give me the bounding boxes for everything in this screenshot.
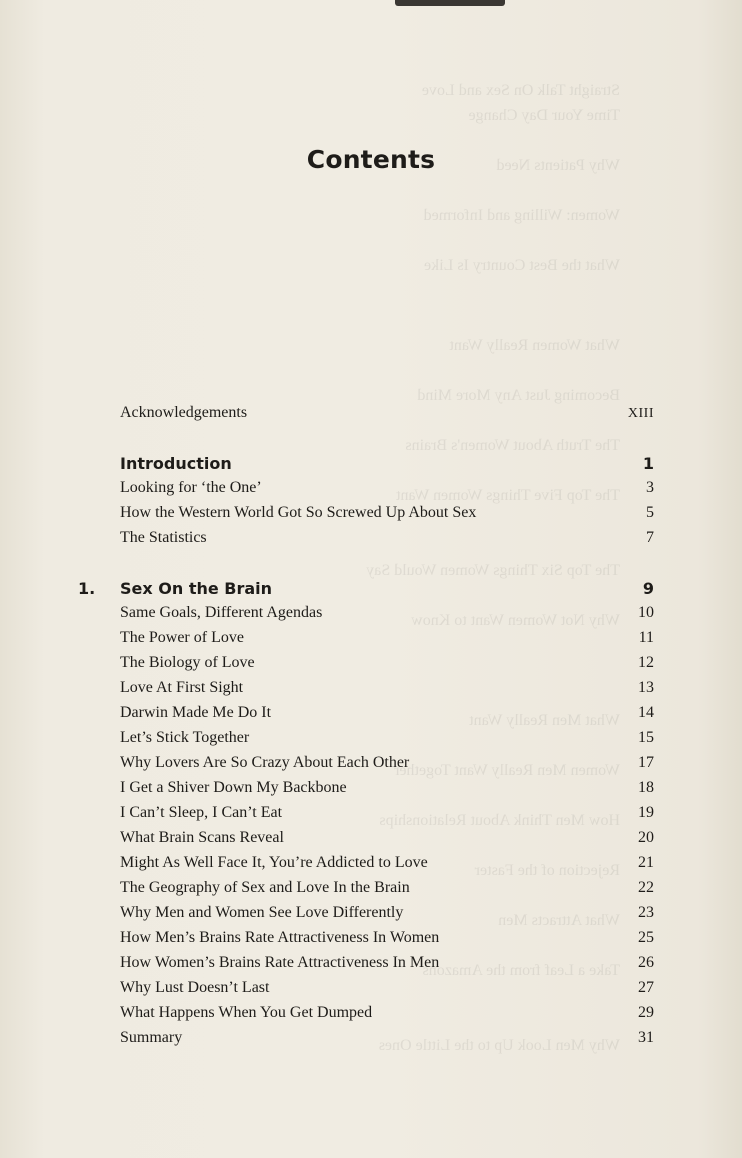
toc-chapter-1 [120, 579, 654, 604]
toc-entry-page: 15 [638, 729, 654, 746]
toc-entry-label: Why Lovers Are So Crazy About Each Other [120, 754, 410, 771]
toc-entry [120, 504, 654, 529]
page-title: Contents [306, 145, 436, 174]
toc-entry-page: 9 [642, 579, 654, 598]
toc-entry-page: 13 [638, 679, 654, 696]
toc-entry-label: How Women’s Brains Rate Attractiveness In Men [120, 954, 440, 971]
toc-entry-page: 3 [646, 479, 654, 496]
toc-chapter-title: Sex On the Brain [120, 579, 273, 598]
toc-entry-label: I Can’t Sleep, I Can’t Eat [120, 804, 283, 821]
toc-entry-page: XIII [627, 406, 654, 421]
toc-entry-label: Acknowledgements [120, 404, 248, 421]
toc-entry-page: 20 [638, 829, 654, 846]
page-top-mark [395, 0, 505, 6]
toc-entry-page: 29 [638, 1004, 654, 1021]
toc-entry-page: 21 [638, 854, 654, 871]
toc-entry-label: What Brain Scans Reveal [120, 829, 284, 846]
toc-entry [120, 904, 654, 929]
toc-entry [120, 654, 654, 679]
toc-entry-page: 12 [638, 654, 654, 671]
toc-entry [120, 1004, 654, 1029]
toc-entry-page: 17 [638, 754, 654, 771]
toc-entry [120, 629, 654, 654]
toc-section-introduction [120, 454, 654, 479]
toc-entry-page: 31 [638, 1029, 654, 1046]
toc-entry [120, 829, 654, 854]
toc-entry-label: The Power of Love [120, 629, 244, 646]
toc-entry [120, 754, 654, 779]
toc-entry-label: Darwin Made Me Do It [120, 704, 272, 721]
toc-entry [120, 679, 654, 704]
toc-entry-summary [120, 1029, 654, 1054]
toc-entry-page: 10 [638, 604, 654, 621]
toc-entry-page: 23 [638, 904, 654, 921]
toc-entry-label: Let’s Stick Together [120, 729, 250, 746]
toc-entry-page: 5 [646, 504, 654, 521]
toc-entry-label: Why Men and Women See Love Differently [120, 904, 404, 921]
toc-entry-page: 7 [646, 529, 654, 546]
toc-entry-page: 11 [638, 629, 654, 646]
toc-entry-label: Looking for ‘the One’ [120, 479, 262, 496]
toc-entry [120, 479, 654, 504]
show-through-background: Straight Talk On Sex and Love Time Your Day Change Why Patients Need Women: Willing and Informed What the Best Country Is Like What Women Really Want Becoming Just Any More Mind The Truth About Women's Brains The Top Five Things Women Want The Top Six Things Women Would Say Why Not Women Want to Know What Men Really Want Women Men Really Want Together How Men Think About Relationships Rejection of the Faster What Attracts Men Take a Leaf from the Amazons Why Men Look Up to the Little Ones [366, 82, 620, 1054]
toc-entry-page: 27 [638, 979, 654, 996]
toc-entry-label: Might As Well Face It, You’re Addicted to Love [120, 854, 428, 871]
toc-entry-label: The Geography of Sex and Love In the Brain [120, 879, 410, 896]
toc-entry [120, 729, 654, 754]
toc-entry-page: 1 [642, 454, 654, 473]
toc-entry [120, 954, 654, 979]
toc-entry-page: 14 [638, 704, 654, 721]
toc-entry-label: Same Goals, Different Agendas [120, 604, 323, 621]
toc-entry-page: 22 [638, 879, 654, 896]
toc-section-title: Introduction [120, 454, 232, 473]
toc-entry [120, 879, 654, 904]
toc-entry-page: 18 [638, 779, 654, 796]
toc-entry-label: The Biology of Love [120, 654, 255, 671]
toc-entry [120, 854, 654, 879]
toc-entry-label: How the Western World Got So Screwed Up About Sex [120, 504, 477, 521]
toc-entry-label: I Get a Shiver Down My Backbone [120, 779, 347, 796]
toc-entry-label: What Happens When You Get Dumped [120, 1004, 373, 1021]
toc-entry-page: 26 [638, 954, 654, 971]
toc-entry-label: Why Lust Doesn’t Last [120, 979, 270, 996]
toc-entry-page: 19 [638, 804, 654, 821]
toc-entry-label: The Statistics [120, 529, 207, 546]
toc-entry [120, 704, 654, 729]
toc-entry [120, 604, 654, 629]
toc-entry-page: 25 [638, 929, 654, 946]
toc-entry-label: How Men’s Brains Rate Attractiveness In Women [120, 929, 440, 946]
toc-entry [120, 779, 654, 804]
toc-entry-label: Summary [120, 1029, 183, 1046]
chapter-number: 1. [78, 579, 96, 598]
toc-entry [120, 979, 654, 1004]
toc-entry [120, 804, 654, 829]
toc-entry [120, 929, 654, 954]
toc-entry-acknowledgements [120, 404, 654, 429]
toc-entry [120, 529, 654, 554]
toc-entry-label: Love At First Sight [120, 679, 244, 696]
